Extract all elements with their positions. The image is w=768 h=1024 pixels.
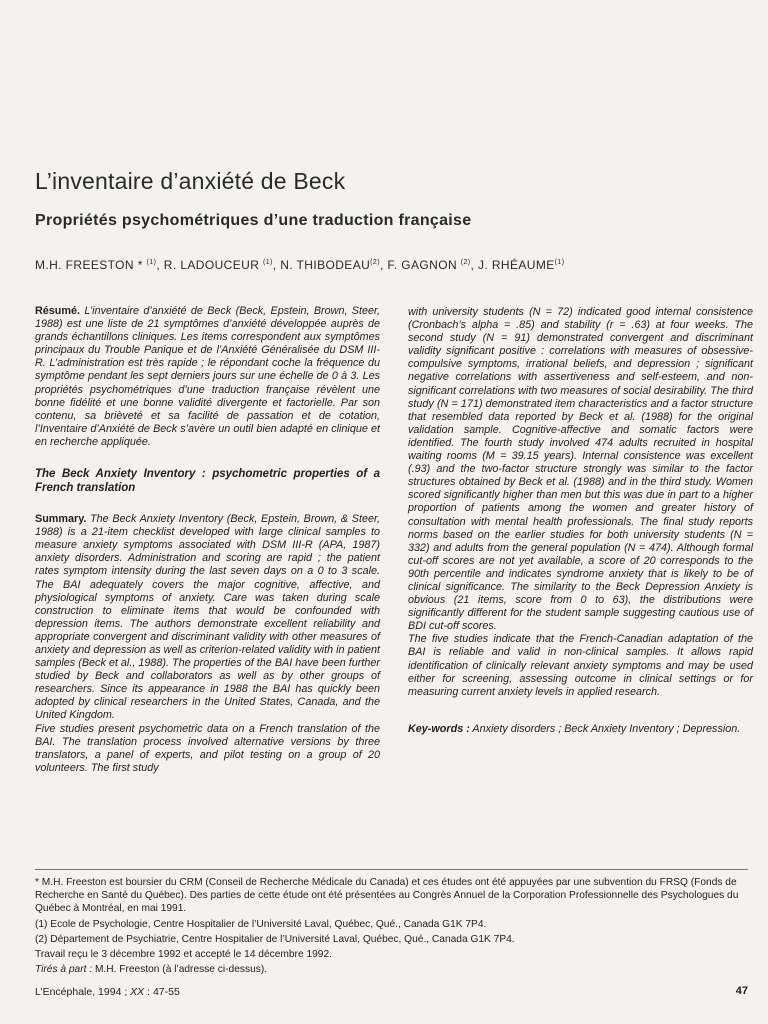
resume-paragraph [35, 305, 380, 449]
reprints-label: Tirés à part : [35, 964, 93, 976]
footnote-affiliation-2: (2) Département de Psychiatrie, Centre Hospitalier de l’Université Laval, Québec, Qué., Canada G1K 7P4. [35, 933, 515, 945]
author-name: N. THIBODEAU [280, 258, 371, 272]
resume-label: Résumé. [35, 305, 81, 317]
author-affiliation: (2) [460, 259, 471, 266]
keywords-text: Anxiety disorders ; Beck Anxiety Inventory ; Depression. [472, 722, 741, 735]
author-list: M.H. FREESTON * $^{(1)}$, R. LADOUCEUR $^{(1)}$, N. THIBODEAU$^{(2)}$, F. GAGNON $^{(2)}$, J. RHÉAUME$^{(1)}$ [35, 258, 565, 272]
author-affiliation: (1) [146, 259, 157, 266]
summary-paragraph-3: with university students (N = 72) indicated good internal consistence (Cronbach’s alpha = .85) and stability (r = .63) at four weeks. The second study (N = 91) demonstrated convergent and discriminant validity significant positive : correlations with measures of obsessive-compulsive symptoms, irrational beliefs, and depression ; significant negative correlations with assertiveness and self-esteem, and non-significant correlations with two measures of social desirability. The third study (N = 171) demonstrated item characteristics and a factor structure that resembled data reported by Beck et al. (1988) for the original validation sample. Cognitive-affective and somatic factors were identified. The fourth study involved 474 adults recruited in hospital waiting rooms (M = 39.15 years). Internal consistence was excellent (.93) and the two-factor structure strongly was similar to the factor structures obtained by Beck et al. (1988) and in the third study. Women scored significantly higher than men but this was due in part to a higher proportion of patients among the women and greater history of consultation with mental health professionals. The final study reports norms based on the earlier studies for both university students (N = 332) and adults from the general population (N = 474). Although formal cut-off scores are not yet available, a score of 20 corresponds to the 90th percentile and indicates syndrome anxiety that is likely to be of clinical significance. The similarity to the Beck Depression Anxiety is obvious (21 items, score from 0 to 63), the distributions were significantly different for the student sample suggesting cautious use of BDI cut-off scores. [408, 306, 753, 633]
footnote-divider [35, 869, 748, 870]
summary-text: The Beck Anxiety Inventory (Beck, Epstein, Brown, & Steer, 1988) is a 21-item checklist developed with large clinical samples to measure anxiety symptoms associated with DSM III-R (APA, 1987) anxiety disorders. Administration and scoring are rapid ; the patient rates symptom intensity during the last seven days on a 0 to 3 scale. The BAI adequately covers the major cognitive, affective, and physiological symptoms of anxiety. Care was taken during scale construction to eliminate items that would be confounded with depression items. The authors demonstrate excellent reliability and appropriate convergent and discriminant validity with other measures of anxiety and depression as well as criterion-related validity with in patient samples (Beck et al., 1988). The properties of the BAI have been further studied by Beck and collaborators as well as by other groups of researchers. Since its appearance in 1988 the BAI has quickly been adopted by clinical researchers in the United States, Canada, and the United Kingdom. [35, 513, 381, 722]
journal-citation [35, 986, 180, 998]
author-name: J. RHÉAUME [477, 258, 555, 272]
keywords [408, 723, 753, 736]
summary-paragraph [35, 513, 380, 723]
journal-volume: XX [130, 986, 145, 998]
author-name: F. GAGNON [387, 258, 458, 272]
footnote-affiliation-1: (1) Ecole de Psychologie, Centre Hospitalier de l’Université Laval, Québec, Qué., Canada G1K 7P4. [35, 918, 487, 930]
journal-pages: : 47-55 [147, 986, 180, 998]
author-mark: * [137, 258, 143, 272]
right-column [408, 306, 753, 736]
keywords-label: Key-words : [408, 722, 470, 735]
journal-name: L’Encéphale, 1994 ; [35, 986, 128, 998]
resume-text: L’inventaire d’anxiété de Beck (Beck, Epstein, Brown, Steer, 1988) est une liste de 21 symptômes d’anxiété développée auprès de grands échantillons cliniques. Les items correspondent aux symptômes principaux du Trouble Panique et de l’Anxiété Généralisée du DSM III-R. L’administration est très rapide ; le répondant coche la fréquence du symptôme pendant les sept derniers jours sur une échelle de 0 à 3. Les propriétés psychométriques d’une traduction française révèlent une bonne fidélité et une bonne validité divergente et factorielle. Par son contenu, sa brièveté et sa facilité de passation et de cotation, l’Inventaire d’Anxiété de Beck s’avère un outil bien adapté en clinique et en recherche appliquée. [35, 305, 380, 448]
footnote-received: Travail reçu le 3 décembre 1992 et accepté le 14 décembre 1992. [35, 949, 332, 961]
footnotes [35, 876, 748, 978]
summary-label: Summary. [35, 513, 87, 526]
page-number: 47 [735, 985, 748, 997]
reprints-text: M.H. Freeston (à l’adresse ci-dessus). [94, 964, 268, 976]
author-name: M.H. FREESTON [35, 258, 134, 272]
english-title: The Beck Anxiety Inventory : psychometric properties of a French translation [35, 468, 380, 495]
footnote-reprints [35, 963, 748, 976]
author-affiliation: (2) [370, 259, 380, 266]
article-title: L’inventaire d’anxiété de Beck [35, 168, 346, 194]
article-subtitle: Propriétés psychométriques d’une traduction française [35, 212, 472, 229]
footnote-funding: * M.H. Freeston est boursier du CRM (Conseil de Recherche Médicale du Canada) et ces études ont été appuyées par une subvention du FRSQ (Fonds de Recherche en Santé du Québec). Des parties de cette étude ont été présentées au Congrès Annuel de la Corporation Professionnelle des Psychologues du Québec à Montréal, en mai 1991. [35, 877, 739, 915]
left-column [35, 305, 380, 775]
author-affiliation: (1) [554, 259, 565, 266]
summary-paragraph-4: The five studies indicate that the French-Canadian adaptation of the BAI is reliable and valid in non-clinical samples. It allows rapid identification of clinically relevant anxiety symptoms and may be used either for screening, assessing outcome in clinical settings or for measuring current anxiety levels in applied research. [408, 633, 753, 698]
author-name: R. LADOUCEUR [163, 258, 260, 272]
summary-paragraph-2: Five studies present psychometric data on a French translation of the BAI. The translation process involved alternative versions by three translators, a panel of experts, and pilot testing on a group of 20 volunteers. The first study [35, 722, 380, 774]
author-affiliation: (1) [263, 259, 273, 266]
